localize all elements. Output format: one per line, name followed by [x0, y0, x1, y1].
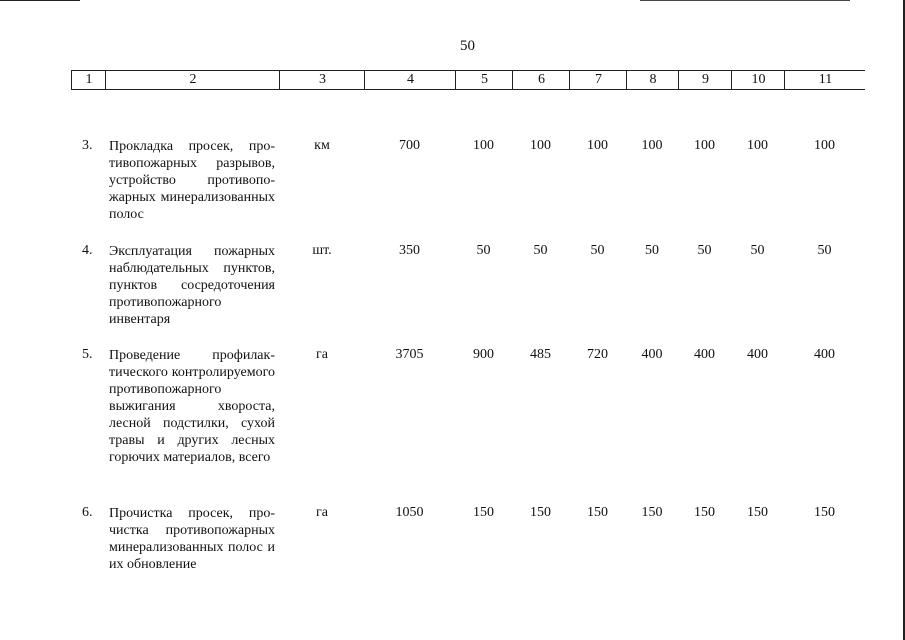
value-cell: 100	[814, 138, 835, 153]
header-cell: 6	[512, 71, 570, 89]
value-cell: 50	[750, 243, 765, 258]
value-cell: 50	[645, 243, 659, 258]
scan-border-top-left	[0, 0, 80, 1]
value-cell: 1050	[395, 505, 424, 520]
row-number: 6.	[82, 505, 93, 520]
value-cell: 350	[399, 243, 420, 258]
value-cell: 100	[747, 138, 768, 153]
header-cell: 11	[784, 71, 866, 89]
value-cell: 150	[587, 505, 608, 520]
header-cell: 9	[678, 71, 732, 89]
value-cell: 400	[694, 347, 715, 362]
value-cell: 50	[590, 243, 605, 258]
value-cell: 100	[641, 138, 663, 153]
value-cell: 720	[587, 347, 608, 362]
value-cell: 400	[747, 347, 768, 362]
value-cell: 100	[473, 138, 494, 153]
value-cell: 3705	[395, 347, 424, 362]
value-cell: 150	[641, 505, 663, 520]
header-cell: 8	[626, 71, 679, 89]
value-cell: 150	[473, 505, 494, 520]
header-cell: 2	[105, 71, 280, 89]
value-cell: 150	[530, 505, 551, 520]
row-unit: шт.	[312, 243, 332, 258]
row-description: Прочистка просек, прочистка противопожарных минерализованных полос и их обновление	[109, 506, 275, 572]
value-cell: 150	[814, 505, 835, 520]
header-cell: 3	[279, 71, 365, 89]
header-cell: 5	[455, 71, 513, 89]
row-number: 3.	[82, 138, 93, 153]
value-cell: 400	[814, 347, 835, 362]
value-cell: 400	[641, 347, 663, 362]
row-description: Проведение профилактического контролируемого противопожарного выжигания хвороста, лесной подстилки, сухой травы и других лесных горючих материалов, всего	[109, 348, 275, 465]
row-number: 4.	[82, 243, 93, 258]
header-cell: 1	[71, 71, 106, 89]
value-cell: 50	[817, 243, 832, 258]
header-cell: 7	[569, 71, 627, 89]
header-cell: 4	[364, 71, 456, 89]
value-cell: 485	[530, 347, 551, 362]
value-cell: 100	[530, 138, 551, 153]
page-number: 50	[460, 38, 475, 54]
value-cell: 50	[476, 243, 491, 258]
value-cell: 700	[399, 138, 420, 153]
value-cell: 100	[694, 138, 715, 153]
value-cell: 150	[694, 505, 715, 520]
value-cell: 50	[533, 243, 548, 258]
value-cell: 100	[587, 138, 608, 153]
column-number-header	[71, 70, 865, 90]
row-unit: га	[316, 505, 328, 520]
row-number: 5.	[82, 347, 93, 362]
row-unit: га	[316, 347, 328, 362]
scan-border-top-right	[640, 0, 850, 1]
value-cell: 900	[473, 347, 494, 362]
value-cell: 150	[747, 505, 768, 520]
value-cell: 50	[697, 243, 712, 258]
row-unit: км	[314, 138, 330, 153]
row-description: Прокладка просек, противопожарных разрывов, устройство противопожарных минерализованных полос	[109, 139, 275, 222]
header-cell: 10	[731, 71, 785, 89]
row-description: Эксплуатация пожарных наблюдательных пунктов, пунктов сосредоточения противопожарного инвентаря	[109, 244, 275, 327]
